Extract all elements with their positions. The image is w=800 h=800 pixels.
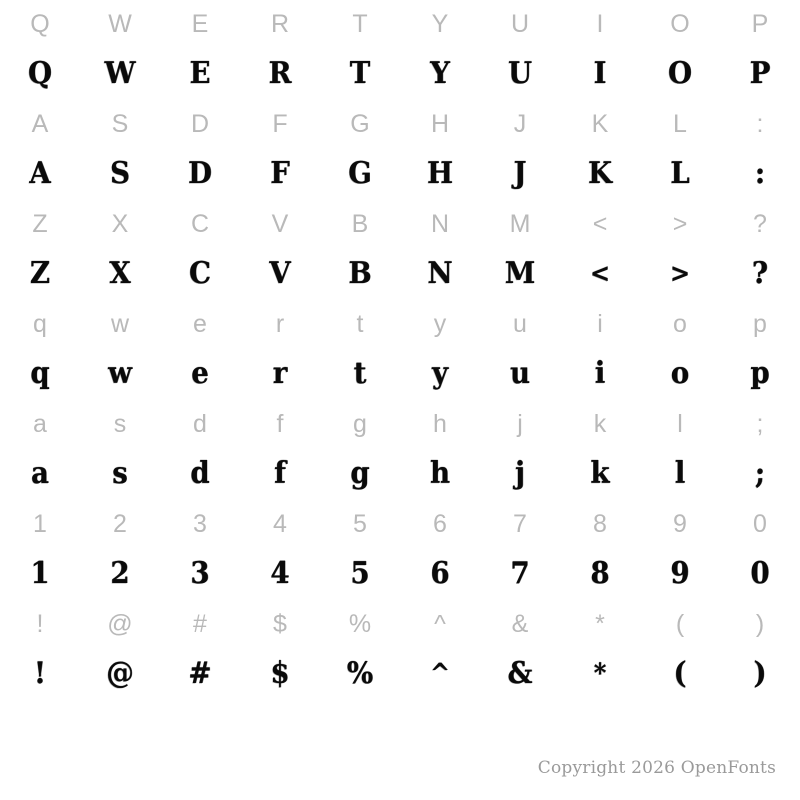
key-label: 1 <box>33 509 47 538</box>
glyph-cell: S <box>110 156 130 191</box>
key-label: ! <box>36 609 44 638</box>
key-label: > <box>672 209 688 238</box>
key-label: : <box>756 109 764 138</box>
key-label: M <box>509 209 531 238</box>
key-label: d <box>193 409 207 438</box>
glyph-cell: j <box>514 456 525 491</box>
glyph-cell: ! <box>33 656 47 691</box>
key-label: # <box>193 609 207 638</box>
row-pair-asdf-lower <box>0 400 800 500</box>
glyph-row-asdf-upper <box>0 148 800 200</box>
glyph-cell: R <box>268 56 292 91</box>
glyph-cell: 2 <box>110 556 130 591</box>
key-label: k <box>593 409 607 438</box>
glyph-cell: ? <box>751 256 769 291</box>
key-label: D <box>190 109 210 138</box>
key-label: T <box>352 9 368 38</box>
glyph-cell: q <box>30 356 50 391</box>
glyph-cell: : <box>754 156 766 191</box>
glyph-cell: C <box>189 256 211 291</box>
glyph-cell: Z <box>29 256 51 291</box>
glyph-cell: # <box>188 656 212 691</box>
glyph-cell: * <box>593 659 607 689</box>
key-label: w <box>110 309 130 338</box>
key-label: r <box>275 309 285 338</box>
key-label: t <box>356 309 364 338</box>
glyph-cell: I <box>593 56 607 91</box>
glyph-cell: P <box>749 56 771 91</box>
key-label: H <box>430 109 450 138</box>
glyph-cell: w <box>108 356 132 391</box>
key-label: u <box>513 309 527 338</box>
glyph-cell: u <box>509 356 531 391</box>
key-label: V <box>271 209 289 238</box>
glyph-cell: o <box>670 356 690 391</box>
glyph-cell: t <box>353 356 367 391</box>
key-label: 8 <box>593 509 607 538</box>
glyph-cell: > <box>669 259 691 289</box>
glyph-cell: U <box>507 56 533 91</box>
keyboard-row-asdf-lower <box>0 400 800 448</box>
key-label: h <box>433 409 447 438</box>
key-label: j <box>517 409 523 438</box>
glyph-row-asdf-lower <box>0 448 800 500</box>
glyph-cell: N <box>427 256 453 291</box>
row-pair-digits <box>0 500 800 600</box>
key-label: 2 <box>113 509 127 538</box>
key-label: P <box>751 9 769 38</box>
glyph-cell: O <box>667 56 693 91</box>
key-label: 0 <box>753 509 767 538</box>
glyph-cell: Y <box>430 56 450 91</box>
key-label: l <box>677 409 683 438</box>
keyboard-row-digits <box>0 500 800 548</box>
glyph-row-qwerty-lower <box>0 348 800 400</box>
key-label: s <box>113 409 127 438</box>
row-pair-zxcv-upper <box>0 200 800 300</box>
glyph-cell: d <box>190 456 210 491</box>
key-label: F <box>272 109 288 138</box>
copyright-notice: Copyright 2026 OpenFonts <box>537 758 776 778</box>
key-label: 5 <box>353 509 367 538</box>
key-label: g <box>353 409 367 438</box>
key-label: K <box>591 109 609 138</box>
key-label: ? <box>753 209 767 238</box>
key-label: ( <box>675 609 685 638</box>
keyboard-row-asdf-upper <box>0 100 800 148</box>
key-label: O <box>670 9 690 38</box>
glyph-cell: K <box>587 156 612 191</box>
keyboard-row-qwerty-upper <box>0 0 800 48</box>
glyph-cell: g <box>350 456 370 491</box>
key-label: p <box>753 309 767 338</box>
glyph-cell: V <box>269 256 291 291</box>
key-label: R <box>270 9 290 38</box>
key-label: C <box>190 209 210 238</box>
glyph-cell: e <box>191 356 209 391</box>
key-label: N <box>430 209 450 238</box>
key-label: @ <box>107 609 133 638</box>
key-label: * <box>595 609 605 638</box>
key-label: 9 <box>673 509 687 538</box>
glyph-cell: L <box>670 156 690 191</box>
key-label: ; <box>756 409 764 438</box>
glyph-cell: ; <box>754 456 766 491</box>
glyph-cell: ^ <box>429 659 451 689</box>
key-label: Q <box>30 9 50 38</box>
key-label: ^ <box>434 609 446 638</box>
glyph-cell: 1 <box>30 556 50 591</box>
glyph-cell: H <box>426 156 454 191</box>
glyph-cell: a <box>31 456 49 491</box>
glyph-cell: Q <box>27 56 53 91</box>
glyph-cell: 4 <box>270 556 290 591</box>
key-label: E <box>191 9 209 38</box>
key-label: & <box>511 609 529 638</box>
glyph-cell: 6 <box>430 556 450 591</box>
key-label: J <box>513 109 527 138</box>
row-pair-symbols <box>0 600 800 700</box>
row-pair-qwerty-upper <box>0 0 800 100</box>
key-label: L <box>673 109 687 138</box>
glyph-cell: E <box>189 56 211 91</box>
glyph-cell: ( <box>673 656 687 691</box>
glyph-cell: G <box>348 156 372 191</box>
key-label: W <box>108 9 132 38</box>
row-pair-qwerty-lower <box>0 300 800 400</box>
glyph-row-digits <box>0 548 800 600</box>
glyph-cell: p <box>750 356 770 391</box>
key-label: < <box>592 209 608 238</box>
glyph-cell: J <box>513 156 527 191</box>
glyph-cell: y <box>431 356 449 391</box>
key-label: ) <box>755 609 765 638</box>
glyph-cell: 0 <box>750 556 770 591</box>
keyboard-row-symbols <box>0 600 800 648</box>
key-label: 7 <box>513 509 527 538</box>
key-label: 3 <box>193 509 207 538</box>
key-label: $ <box>273 609 287 638</box>
glyph-cell: 8 <box>590 556 610 591</box>
key-label: Y <box>431 9 449 38</box>
glyph-cell: & <box>507 656 533 691</box>
glyph-row-qwerty-upper <box>0 48 800 100</box>
key-label: a <box>33 409 47 438</box>
key-label: q <box>33 309 47 338</box>
glyph-cell: h <box>429 456 451 491</box>
glyph-cell: $ <box>270 656 290 691</box>
key-label: X <box>111 209 129 238</box>
glyph-cell: k <box>590 456 610 491</box>
key-label: Z <box>32 209 48 238</box>
glyph-cell: W <box>104 56 136 91</box>
key-label: I <box>596 9 604 38</box>
glyph-row-zxcv-upper <box>0 248 800 300</box>
glyph-row-symbols <box>0 648 800 700</box>
key-label: G <box>350 109 370 138</box>
key-label: U <box>510 9 530 38</box>
key-label: S <box>111 109 129 138</box>
glyph-cell: 7 <box>510 556 530 591</box>
glyph-cell: 9 <box>670 556 690 591</box>
key-label: B <box>351 209 369 238</box>
glyph-cell: < <box>589 259 611 289</box>
key-label: o <box>673 309 687 338</box>
glyph-cell: A <box>29 156 51 191</box>
glyph-cell: B <box>348 256 372 291</box>
key-label: A <box>31 109 49 138</box>
glyph-cell: i <box>594 356 606 391</box>
glyph-cell: X <box>109 256 131 291</box>
key-label: y <box>433 309 447 338</box>
row-pair-asdf-upper <box>0 100 800 200</box>
glyph-cell: 5 <box>350 556 370 591</box>
glyph-cell: s <box>112 456 128 491</box>
key-label: 6 <box>433 509 447 538</box>
keyboard-row-qwerty-lower <box>0 300 800 348</box>
key-label: 4 <box>273 509 287 538</box>
glyph-cell: ) <box>753 656 767 691</box>
glyph-cell: M <box>504 256 536 291</box>
keyboard-row-zxcv-upper <box>0 200 800 248</box>
glyph-cell: f <box>274 456 286 491</box>
key-label: e <box>193 309 207 338</box>
key-label: f <box>276 409 284 438</box>
glyph-cell: l <box>674 456 686 491</box>
key-label: i <box>597 309 603 338</box>
glyph-cell: D <box>188 156 212 191</box>
glyph-cell: 3 <box>190 556 210 591</box>
glyph-cell: F <box>270 156 290 191</box>
glyph-cell: r <box>272 356 288 391</box>
glyph-cell: @ <box>106 656 134 691</box>
key-label: % <box>348 609 372 638</box>
glyph-cell: T <box>349 56 371 91</box>
glyph-cell: % <box>346 656 374 691</box>
